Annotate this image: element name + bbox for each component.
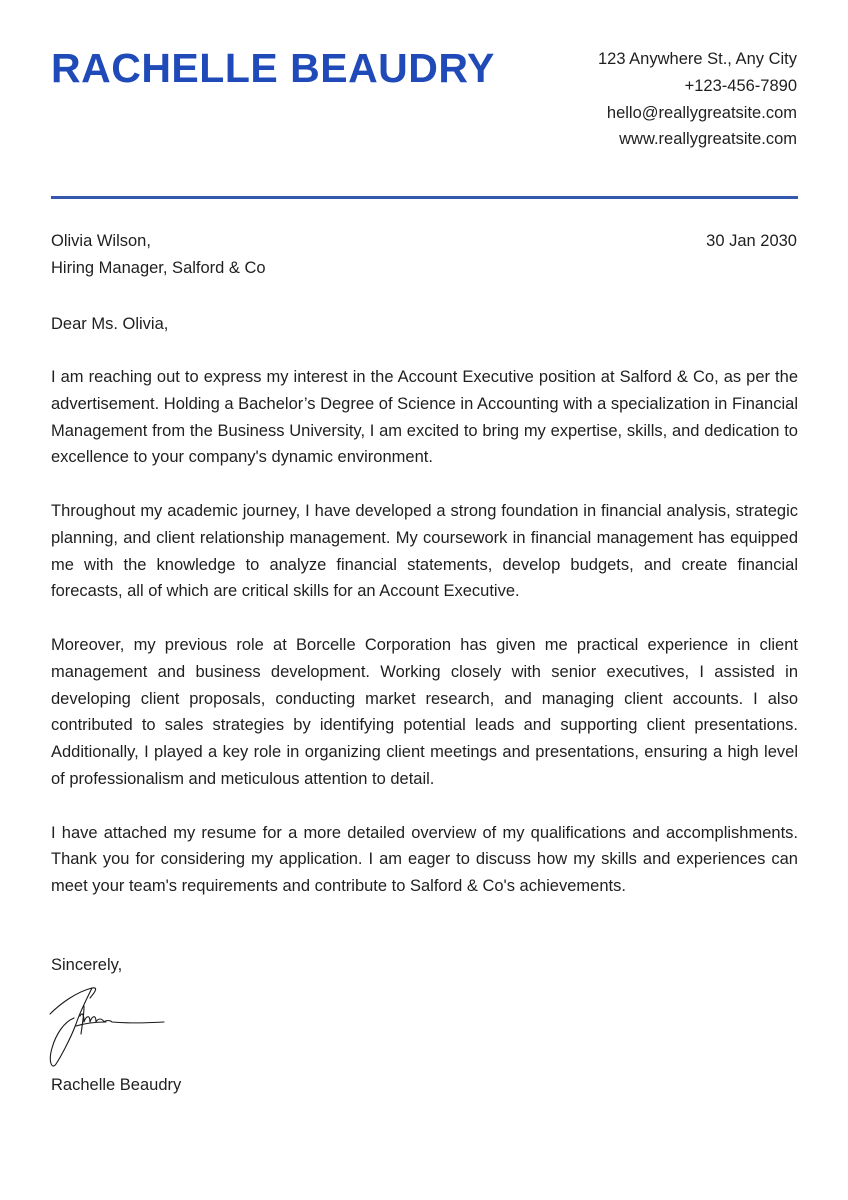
signer-name: Rachelle Beaudry xyxy=(51,1076,182,1094)
body-paragraph: Moreover, my previous role at Borcelle Corporation has given me practical experience in client management and business development. Working closely with senior executives, I assisted in developing client proposals, conducting market research, and managing client accounts. I also contributed to sales strategies by identifying potential leads and supporting client presentations. Additionally, I played a key role in organizing client meetings and presentations, ensuring a high level of professionalism and meticulous attention to detail. xyxy=(51,635,798,788)
header-divider xyxy=(51,196,798,199)
letter-body xyxy=(51,364,798,927)
salutation: Dear Ms. Olivia, xyxy=(51,315,169,333)
recipient-name: Olivia Wilson, xyxy=(51,232,151,250)
letter-date: 30 Jan 2030 xyxy=(706,232,797,250)
closing: Sincerely, xyxy=(51,956,123,974)
contact-email: hello@reallygreatsite.com xyxy=(606,103,797,122)
body-paragraph: I have attached my resume for a more detailed overview of my qualifications and accomplishments. Thank you for considering my application. I am eager to discuss how my skills and experiences can meet your team's requirements and contribute to Salford & Co's achievements. xyxy=(51,823,798,896)
contact-block xyxy=(598,46,797,153)
applicant-name: RACHELLE BEAUDRY xyxy=(51,45,495,91)
contact-website: www.reallygreatsite.com xyxy=(619,130,797,149)
recipient-title: Hiring Manager, Salford & Co xyxy=(51,258,266,277)
body-paragraph: Throughout my academic journey, I have developed a strong foundation in financial analysis, strategic planning, and client relationship management. My coursework in financial management has equipped me with the knowledge to analyze financial statements, develop budgets, and create financial forecasts, all of which are critical skills for an Account Executive. xyxy=(51,501,798,601)
handwritten-signature xyxy=(46,982,176,1072)
contact-address: 123 Anywhere St., Any City xyxy=(597,50,797,68)
recipient-block xyxy=(51,228,266,282)
contact-phone: +123-456-7890 xyxy=(684,76,797,95)
body-paragraph: I am reaching out to express my interest in the Account Executive position at Salford & Co, as per the advertisement. Holding a Bachelor’s Degree of Science in Accounting with a specialization in Financial Management from the Business University, I am excited to bring my expertise, skills, and dedication to excellence to your company's dynamic environment. xyxy=(51,368,798,467)
